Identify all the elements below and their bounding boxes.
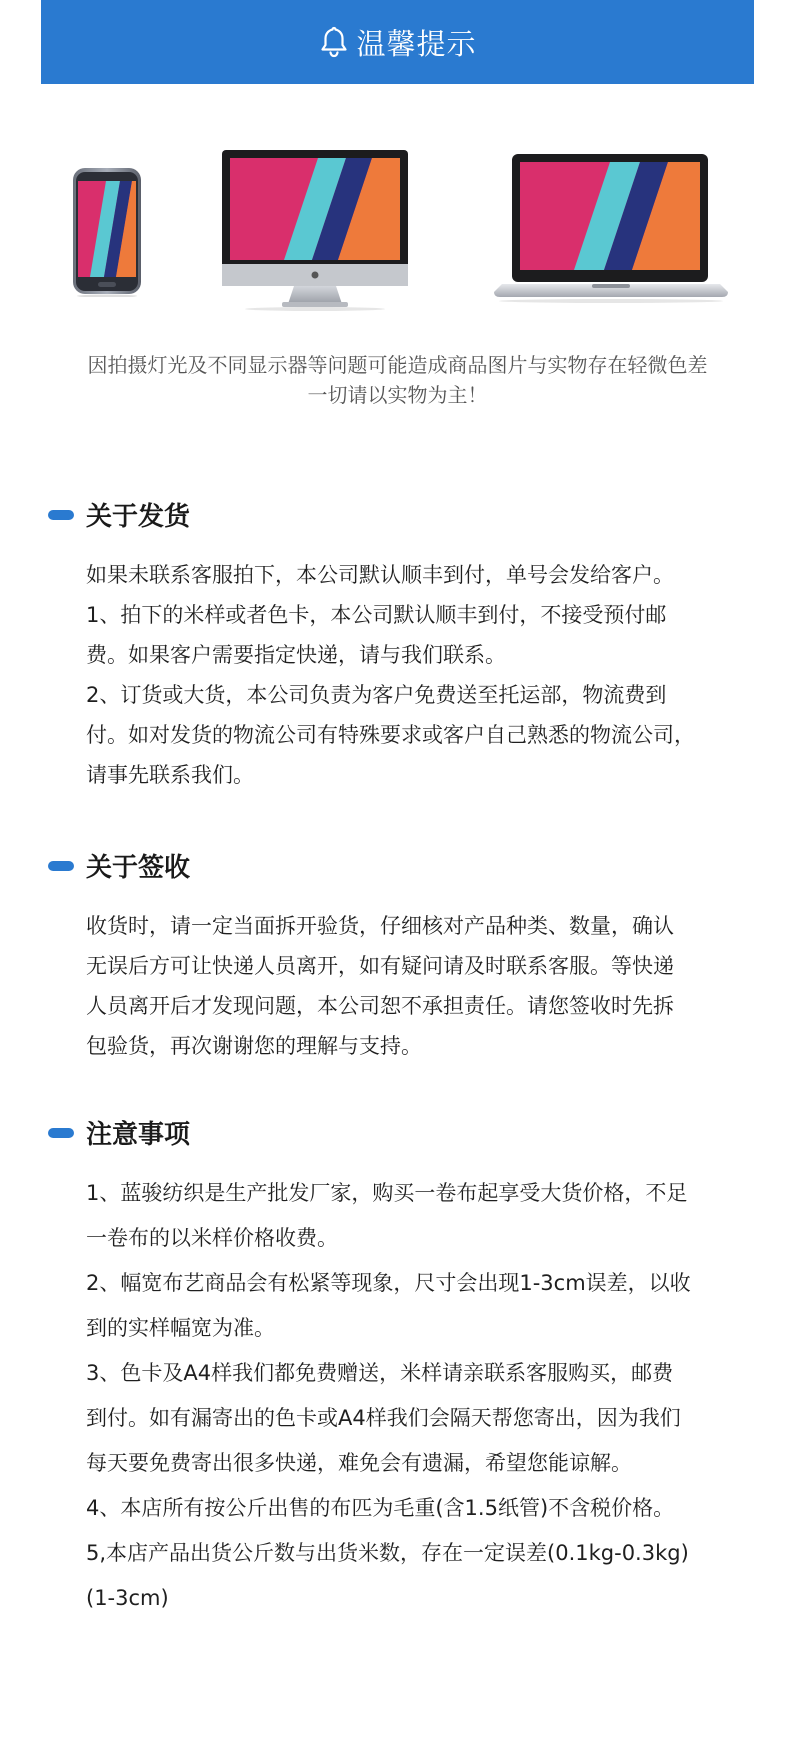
paragraph-line: 1、蓝骏纺织是生产批发厂家，购买一卷布起享受大货价格，不足 xyxy=(86,1181,688,1205)
paragraph-line: 1、拍下的米样或者色卡，本公司默认顺丰到付，不接受预付邮 xyxy=(86,603,667,627)
paragraph-line: 3、色卡及A4样我们都免费赠送，米样请亲联系客服购买，邮费 xyxy=(86,1361,674,1385)
section-bar-icon xyxy=(48,1128,74,1138)
paragraph-line: 付。如对发货的物流公司有特殊要求或客户自己熟悉的物流公司， xyxy=(86,723,695,747)
notice-line-1: 因拍摄灯光及不同显示器等问题可能造成商品图片与实物存在轻微色差 xyxy=(87,353,708,377)
paragraph-line: 到的实样幅宽为准。 xyxy=(86,1316,275,1340)
section-heading-shipping xyxy=(48,496,190,533)
section-bar-icon xyxy=(48,861,74,871)
section-title: 关于发货 xyxy=(86,502,191,532)
paragraph-line: 5,本店产品出货公斤数与出货米数，存在一定误差(0.1kg-0.3kg) xyxy=(86,1541,689,1565)
paragraph-line: 人员离开后才发现问题，本公司恕不承担责任。请您签收时先拆 xyxy=(86,994,674,1018)
paragraph-line: (1-3cm) xyxy=(86,1586,169,1610)
paragraph-line: 到付。如有漏寄出的色卡或A4样我们会隔天帮您寄出，因为我们 xyxy=(86,1406,681,1430)
monitor-image xyxy=(222,150,408,312)
paragraph-line: 收货时，请一定当面拆开验货，仔细核对产品种类、数量，确认 xyxy=(86,914,674,938)
paragraph-line: 2、订货或大货，本公司负责为客户免费送至托运部，物流费到 xyxy=(86,683,667,707)
laptop-image xyxy=(492,152,730,304)
paragraph-line: 每天要免费寄出很多快递，难免会有遗漏，希望您能谅解。 xyxy=(86,1451,632,1475)
header-banner xyxy=(41,0,754,84)
notice-line-2: 一切请以实物为主！ xyxy=(307,383,488,407)
notes-paragraph xyxy=(86,1171,736,1621)
paragraph-line: 一卷布的以米样价格收费。 xyxy=(86,1226,338,1250)
phone-image xyxy=(72,165,142,297)
section-heading-receipt xyxy=(48,847,190,884)
paragraph-line: 请事先联系我们。 xyxy=(86,763,254,787)
section-title: 关于签收 xyxy=(86,853,191,883)
section-title: 注意事项 xyxy=(86,1120,191,1150)
receipt-paragraph xyxy=(86,906,736,1066)
banner-title: 温馨提示 xyxy=(356,26,477,61)
devices-illustration xyxy=(0,140,790,320)
paragraph-line: 费。如果客户需要指定快递，请与我们联系。 xyxy=(86,643,506,667)
paragraph-line: 4、本店所有按公斤出售的布匹为毛重(含1.5纸管)不含税价格。 xyxy=(86,1496,675,1520)
paragraph-line: 包验货，再次谢谢您的理解与支持。 xyxy=(86,1034,422,1058)
section-bar-icon xyxy=(48,510,74,520)
paragraph-line: 如果未联系客服拍下，本公司默认顺丰到付，单号会发给客户。 xyxy=(86,563,674,587)
shipping-paragraph xyxy=(86,555,736,795)
bell-icon xyxy=(318,25,350,59)
section-heading-notes xyxy=(48,1114,190,1151)
paragraph-line: 2、幅宽布艺商品会有松紧等现象，尺寸会出现1-3cm误差，以收 xyxy=(86,1271,691,1295)
paragraph-line: 无误后方可让快递人员离开，如有疑问请及时联系客服。等快递 xyxy=(86,954,674,978)
